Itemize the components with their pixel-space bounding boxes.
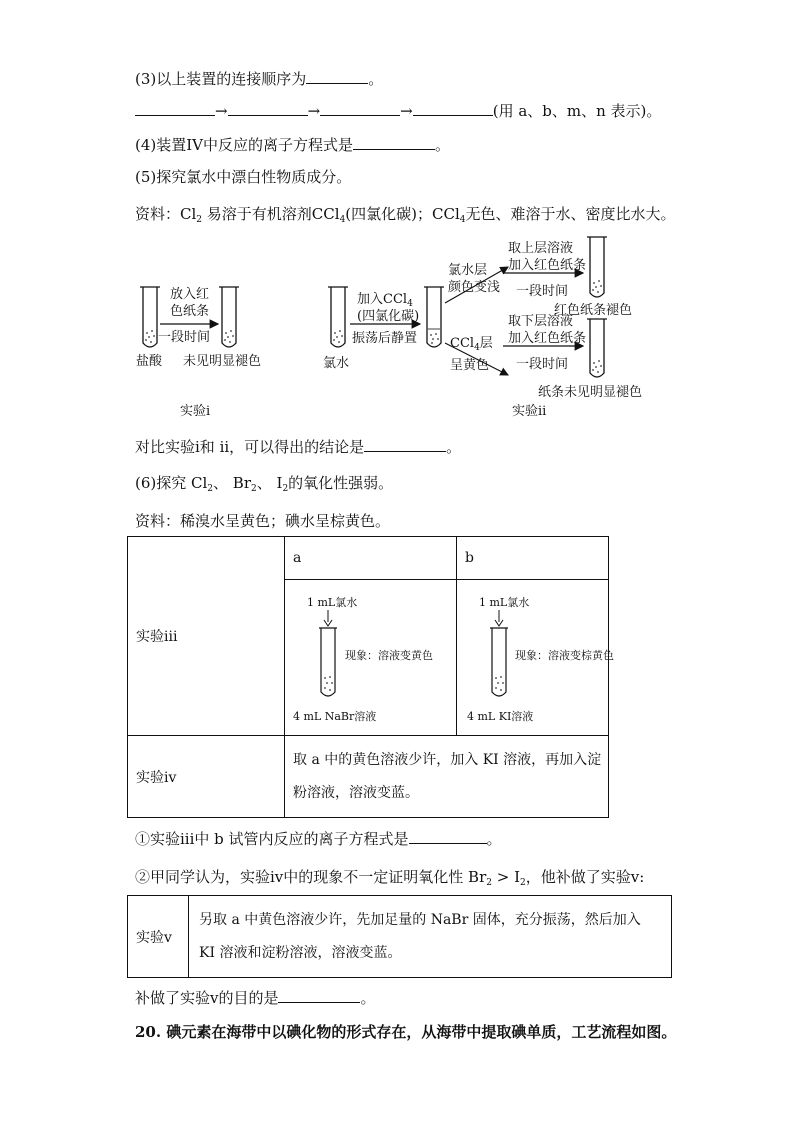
exp-ii-branch-up-bottom-label: 一段时间 <box>516 284 569 299</box>
exp-i-arrow-top-label: 放入红 色纸条 <box>170 287 210 319</box>
exp-ii-left-label: 氯水 <box>323 356 350 371</box>
a-test-tube <box>317 608 339 708</box>
exp-ii-branch-up-result: 红色纸条褪色 <box>554 303 633 318</box>
q3-arrow-2: → <box>307 102 321 120</box>
exp-ii-upper-result-tube <box>587 237 607 297</box>
b-phenomenon: 现象：溶液变棕黄色 <box>515 649 614 662</box>
exp-ii-arrow1-top-label: 加入CCl$_4$ <box>357 292 413 309</box>
row2-content <box>285 736 609 818</box>
exp-v-content <box>189 896 672 978</box>
exp-ii-branch-down-result: 纸条未见明显褪色 <box>538 385 643 400</box>
q5-conclusion: 对比实验i和 ii，可以得出的结论是 。 <box>135 438 462 456</box>
q5-experiment-figure <box>0 225 800 425</box>
q3-blank-4[interactable] <box>413 101 493 116</box>
q6-sub1: ①实验iii中 b 试管内反应的离子方程式是 。 <box>135 830 502 848</box>
q3-arrow-3: → <box>400 102 413 120</box>
exp-ii-caption: 实验ii <box>512 404 547 419</box>
exp-ii-branch-down-bottom-label: 一段时间 <box>516 357 569 372</box>
row2-label: 实验iv <box>128 736 285 818</box>
exp-i-left-tube <box>140 287 160 347</box>
b-bottom-label: 4 mL KI溶液 <box>467 710 534 723</box>
q5-material: 资料：$Cl_2$ 易溶于有机溶剂CCl$_4$(四氯化碳)；CCl$_4$无色、难溶于水、密度比水大。 <box>135 205 676 225</box>
q5-conclusion-blank[interactable] <box>364 437 446 452</box>
q3-suffix: 。 <box>368 70 384 88</box>
exp-ii-upper-layer-label: 氯水层 颜色变浅 <box>448 263 501 295</box>
exp-v-line1: 另取 a 中黄色溶液少许，先加足量的 NaBr 固体，充分振荡，然后加入 <box>199 911 641 928</box>
q6-sub2: ②甲同学认为，实验iv中的现象不一定证明氧化性 $Br_2 > I_2$，他补做了实验v: <box>135 868 645 888</box>
q3-note: (用 a、b、m、n 表示)。 <box>492 102 662 120</box>
q6-purpose: 补做了实验v的目的是 。 <box>135 989 376 1007</box>
exp-ii-lower-result-tube <box>587 319 607 377</box>
a-top-label: 1 mL氯水 <box>307 596 358 609</box>
a-phenomenon: 现象：溶液变黄色 <box>345 649 433 662</box>
q5-title: (5)探究氯水中漂白性物质成分。 <box>135 168 352 186</box>
cell-a-figure <box>285 580 457 736</box>
exp-ii-branch-down-top-label: 取下层溶液 加入红色纸条 <box>508 314 587 346</box>
q6-material: 资料：稀溴水呈黄色；碘水呈棕黄色。 <box>135 512 391 530</box>
q6-experiment-v-table <box>127 895 672 978</box>
q4-suffix: 。 <box>435 136 451 154</box>
row2-line1: 取 a 中的黄色溶液少许，加入 KI 溶液，再加入淀 <box>293 751 602 768</box>
row2-line2: 粉溶液，溶液变蓝。 <box>293 784 419 801</box>
q20-text: 20. 碘元素在海带中以碘化物的形式存在，从海带中提取碘单质，工艺流程如图。 <box>135 1023 677 1041</box>
exp-i-right-tube <box>219 287 239 347</box>
q3-answer-blank[interactable] <box>306 69 368 84</box>
col-b-header: b <box>457 537 609 580</box>
q6-title: (6)探究 $Cl_2$、 $Br_2$、 $I_2$的氧化性强弱。 <box>135 474 394 494</box>
q6-purpose-blank[interactable] <box>278 988 360 1003</box>
exp-ii-lower-layer-label: CCl$_4$层 呈黄色 <box>450 336 493 373</box>
exp-i-right-label: 未见明显褪色 <box>183 354 262 369</box>
exp-i-left-label: 盐酸 <box>136 354 163 369</box>
exp-ii-arrow1-bottom-label: 振荡后静置 <box>352 331 418 346</box>
b-top-label: 1 mL氯水 <box>479 596 530 609</box>
a-bottom-label: 4 mL NaBr溶液 <box>293 710 377 723</box>
exp-ii-arrow1-top-label-2: (四氯化碳) <box>357 309 420 324</box>
exp-v-line2: KI 溶液和淀粉溶液，溶液变蓝。 <box>199 944 402 961</box>
exp-ii-branch-up-top-label: 取上层溶液 加入红色纸条 <box>508 241 587 273</box>
q3-line1 <box>135 68 383 89</box>
col-a-header: a <box>285 537 457 580</box>
b-test-tube <box>488 608 510 708</box>
q3-prefix: (3)以上装置的连接顺序为 <box>135 70 307 88</box>
exp-ii-left-tube <box>328 287 348 347</box>
q6-sub1-blank[interactable] <box>409 829 487 844</box>
exp-v-label: 实验v <box>128 896 189 978</box>
q3-line2 <box>135 100 661 121</box>
q4-answer-blank[interactable] <box>353 135 435 150</box>
row1-label: 实验iii <box>128 537 285 736</box>
q3-blank-3[interactable] <box>320 101 400 116</box>
q3-blank-1[interactable] <box>135 101 215 116</box>
q6-experiment-table <box>127 536 614 818</box>
q3-arrow-1: → <box>215 102 228 120</box>
q3-blank-2[interactable] <box>228 101 308 116</box>
exp-i-caption: 实验i <box>180 404 211 419</box>
cell-b-figure <box>457 580 614 736</box>
q4-prefix: (4)装置IV中反应的离子方程式是 <box>135 136 354 154</box>
exp-ii-middle-tube <box>424 287 444 347</box>
q4-line <box>135 134 450 155</box>
exp-i-arrow-bottom-label: 一段时间 <box>158 330 211 345</box>
